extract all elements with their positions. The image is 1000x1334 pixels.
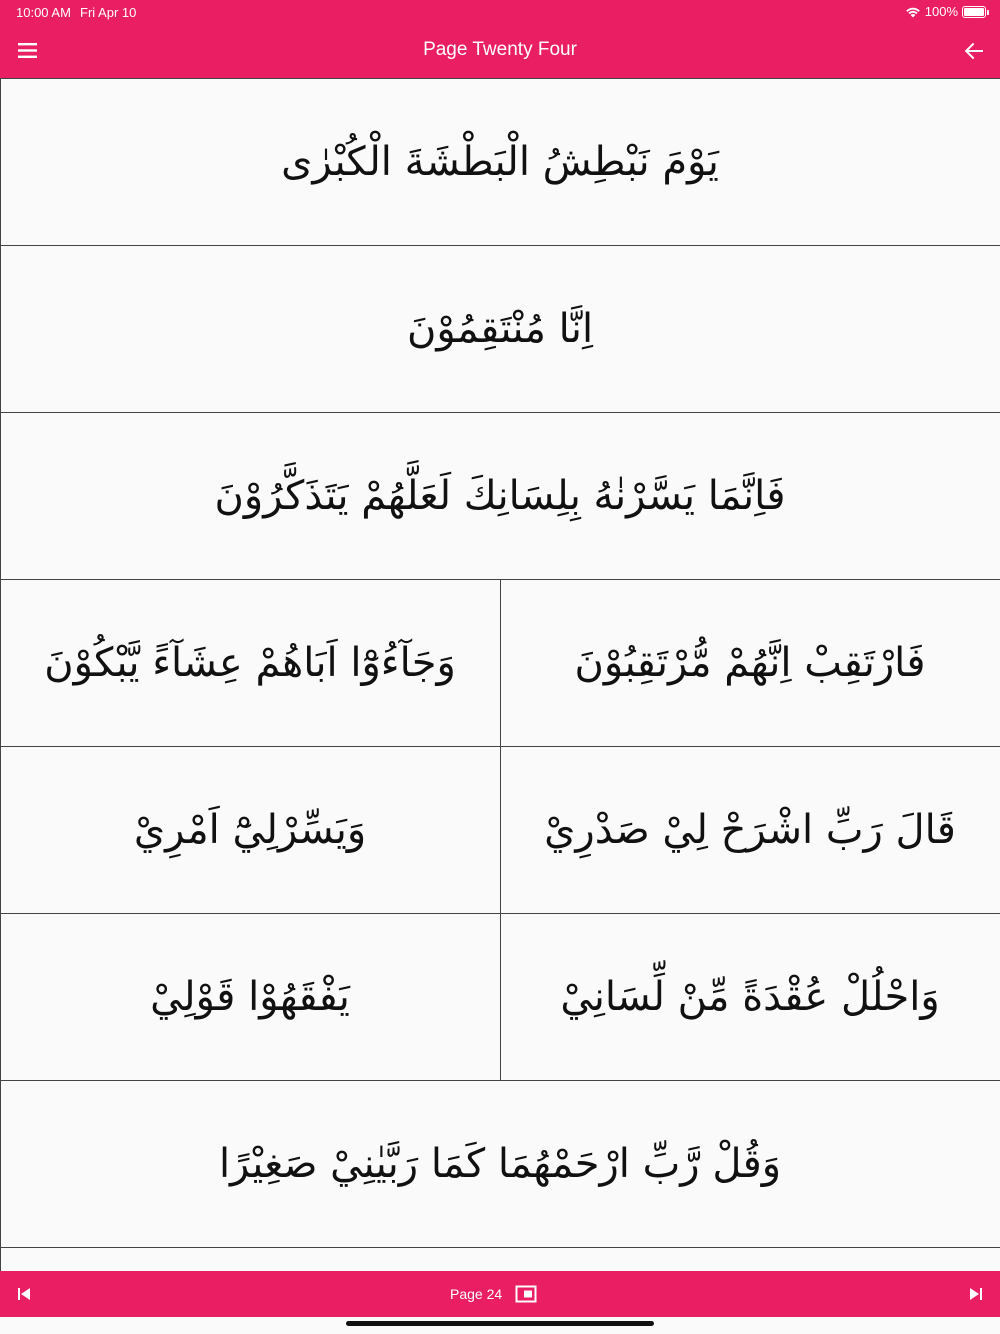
wifi-icon: [905, 6, 921, 18]
battery-icon: [962, 6, 986, 18]
verse-text: فَارْتَقِبْ اِنَّهُمْ مُّرْتَقِبُوْنَ: [574, 639, 926, 686]
status-indicators: [905, 4, 986, 19]
verse-text: فَاِنَّمَا يَسَّرْنٰهُ بِلِسَانِكَ لَعَلَّهُمْ يَتَذَكَّرُوْنَ: [214, 472, 786, 519]
verse-text: وَاحْلُلْ عُقْدَةً مِّنْ لِّسَانِيْ: [560, 973, 940, 1020]
skip-first-icon: [14, 1284, 34, 1304]
page-number-label: Page 24: [450, 1286, 503, 1302]
verse-cell[interactable]: [0, 78, 1000, 246]
verse-cell[interactable]: [0, 746, 501, 914]
app-bar: [0, 24, 1000, 78]
verse-text: وَقُلْ رَّبِّ ارْحَمْهُمَا كَمَا رَبَّيٰنِيْ صَغِيْرًا: [218, 1140, 782, 1187]
verse-cell[interactable]: [500, 746, 1000, 914]
verse-text: يَوْمَ نَبْطِشُ الْبَطْشَةَ الْكُبْرٰى: [281, 138, 719, 185]
verse-row: [0, 1247, 1000, 1271]
verse-text: قَالَ رَبِّ اشْرَحْ لِيْ صَدْرِيْ: [544, 806, 956, 853]
verse-row: [0, 579, 1000, 746]
verse-text: وَجَآءُوْٓا اَبَاهُمْ عِشَآءً يَّبْكُوْنَ: [44, 639, 456, 686]
verse-cell[interactable]: [0, 412, 1000, 580]
arrow-back-icon: [958, 36, 990, 66]
verse-row: [0, 78, 1000, 245]
status-bar: [0, 0, 1000, 24]
home-indicator-area: [0, 1317, 1000, 1334]
verse-cell[interactable]: [0, 245, 1000, 413]
verse-text: وَيَسِّرْلِيْٓ اَمْرِيْ: [133, 806, 367, 853]
skip-last-icon: [966, 1284, 986, 1304]
status-time: 10:00 AM: [16, 5, 71, 20]
battery-percent: 100%: [924, 4, 958, 19]
verse-cell[interactable]: [500, 579, 1000, 747]
verse-cell[interactable]: [0, 1080, 1000, 1248]
verse-row: [0, 746, 1000, 913]
page-view-icon: [515, 1284, 537, 1304]
verse-row: [0, 412, 1000, 579]
page-title: Page Twenty Four: [423, 39, 577, 60]
verse-cell[interactable]: [500, 913, 1000, 1081]
verse-text: يَفْقَهُوْا قَوْلِيْ: [150, 973, 350, 1020]
back-button[interactable]: [958, 36, 990, 66]
verse-row: [0, 1080, 1000, 1247]
verse-cell[interactable]: [0, 1247, 1000, 1272]
page-view-button[interactable]: [515, 1284, 537, 1304]
first-page-button[interactable]: [14, 1284, 34, 1304]
verse-cell[interactable]: [0, 579, 501, 747]
last-page-button[interactable]: [966, 1284, 986, 1304]
home-indicator[interactable]: [346, 1321, 654, 1326]
status-date: Fri Apr 10: [80, 5, 137, 20]
verse-row: [0, 245, 1000, 412]
verse-row: [0, 913, 1000, 1080]
verse-cell[interactable]: [0, 913, 501, 1081]
verse-text: اِنَّا مُنْتَقِمُوْنَ: [406, 305, 594, 352]
verse-grid: [0, 78, 1000, 1271]
bottom-bar: [0, 1271, 1000, 1317]
